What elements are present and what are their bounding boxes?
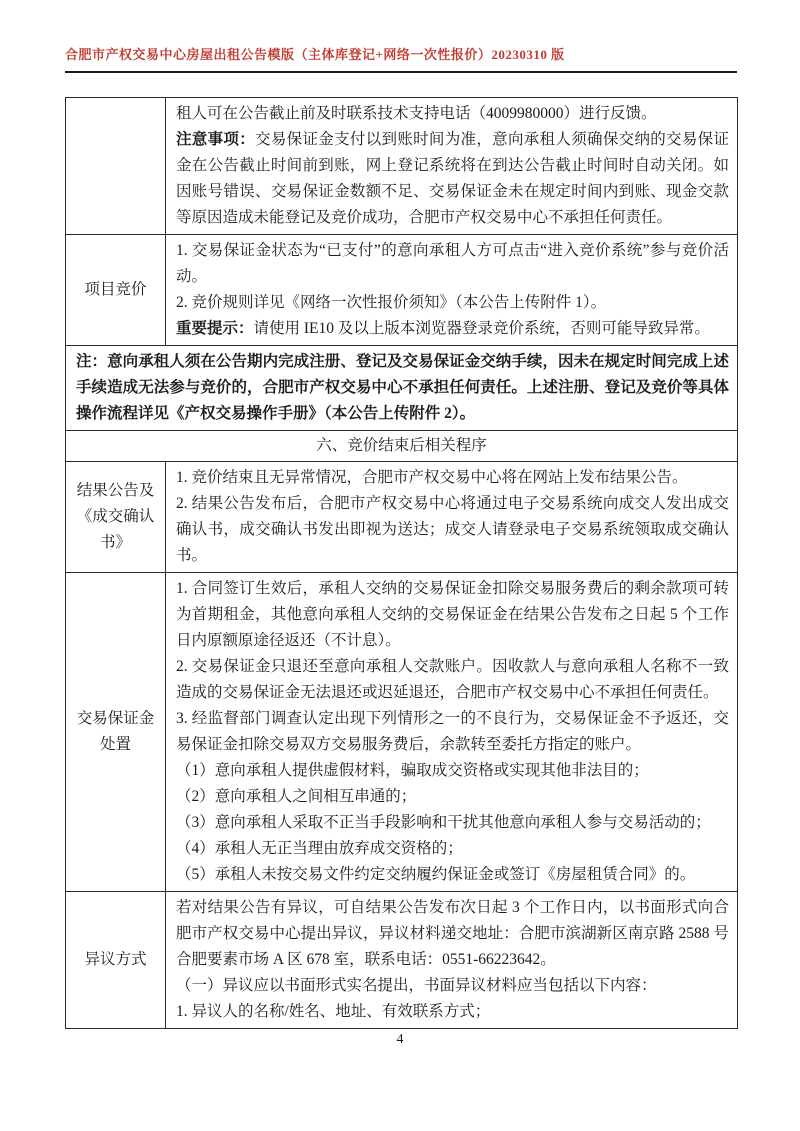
row-content: [166, 98, 738, 235]
table-row-project-bidding: [66, 235, 738, 346]
row-content: [166, 573, 738, 892]
row-label: 项目竞价: [66, 235, 166, 346]
row-label: 结果公告及《成交确认书》: [66, 462, 166, 573]
announcement-table: [65, 97, 738, 1029]
paragraph: 租人可在公告截止前及时联系技术支持电话（4009980000）进行反馈。: [176, 105, 657, 122]
paragraph-text: 请使用 IE10 及以上版本浏览器登录竞价系统，否则可能导致异常。: [253, 320, 710, 337]
paragraph-lead: 注意事项：: [176, 131, 256, 148]
row-content: [166, 235, 738, 346]
paragraph: [176, 316, 729, 342]
table-row-objection-method: [66, 892, 738, 1029]
paragraph: 2. 竞价规则详见《网络一次性报价须知》（本公告上传附件 1）。: [176, 294, 607, 311]
row-content: [166, 462, 738, 573]
paragraph: 2. 结果公告发布后，合肥市产权交易中心将通过电子交易系统向成交人发出成交确认书，成交确认书发出即视为送达；成交人请登录电子交易系统领取成交确认书。: [176, 495, 729, 564]
note-cell: [66, 346, 738, 431]
paragraph-text: 交易保证金支付以到账时间为准，意向承租人须确保交纳的交易保证金在公告截止时间前到账，网上登记系统将在到达公告截止时间时自动关闭。如因账号错误、交易保证金数额不足、交易保证金未在规定时间内到账、现金交款等原因造成未能登记及竞价成功，合肥市产权交易中心不承担任何责任。: [176, 131, 729, 226]
table-row-note: [66, 346, 738, 431]
row-content: [166, 892, 738, 1029]
document-header: [65, 46, 737, 73]
note-paragraph: 注：意向承租人须在公告期内完成注册、登记及交易保证金交纳手续，因未在规定时间完成上述手续造成无法参与竞价的，合肥市产权交易中心不承担任何责任。上述注册、登记及竞价等具体操作流程详见《产权交易操作手册》（本公告上传附件 2）。: [76, 353, 729, 422]
paragraph: 1. 异议人的名称/姓名、地址、有效联系方式；: [176, 1003, 491, 1020]
paragraph-lead: 重要提示：: [176, 320, 254, 337]
table-row-deposit-disposal: [66, 573, 738, 892]
paragraph: （5）承租人未按交易文件约定交纳履约保证金或签订《房屋租赁合同》的。: [176, 866, 696, 883]
paragraph: （4）承租人无正当理由放弃成交资格的；: [176, 840, 463, 857]
paragraph: [176, 127, 729, 231]
row-label: 交易保证金处置: [66, 573, 166, 892]
paragraph: （1）意向承租人提供虚假材料，骗取成交资格或实现其他非法目的；: [176, 762, 649, 779]
paragraph: 3. 经监督部门调查认定出现下列情形之一的不良行为，交易保证金不予返还，交易保证金扣除交易双方交易服务费后，余款转至委托方指定的账户。: [176, 710, 729, 753]
table-row-continuation: [66, 98, 738, 235]
paragraph: 1. 合同签订生效后，承租人交纳的交易保证金扣除交易服务费后的剩余款项可转为首期租金，其他意向承租人交纳的交易保证金在结果公告发布之日起 5 个工作日内原额原途径返还（不计息）。: [176, 580, 729, 649]
paragraph: （3）意向承租人采取不正当手段影响和干扰其他意向承租人参与交易活动的；: [176, 814, 711, 831]
paragraph: （一）异议应以书面形式实名提出，书面异议材料应当包括以下内容：: [176, 977, 657, 994]
paragraph: 1. 交易保证金状态为“已支付”的意向承租人方可点击“进入竞价系统”参与竞价活动。: [176, 242, 729, 285]
table-row-result-announcement: [66, 462, 738, 573]
paragraph: 若对结果公告有异议，可自结果公告发布次日起 3 个工作日内，以书面形式向合肥市产权交易中心提出异议，异议材料递交地址：合肥市滨湖新区南京路 2588 号合肥要素市场 A 区 678 室，联系电话：0551-66223642。: [176, 899, 729, 968]
page-number: 4: [396, 1032, 404, 1047]
table-row-section-header: [66, 431, 738, 462]
document-header-title: 合肥市产权交易中心房屋出租公告模版（主体库登记+网络一次性报价）20230310 版: [65, 47, 565, 62]
paragraph: 2. 交易保证金只退还至意向承租人交款账户。因收款人与意向承租人名称不一致造成的交易保证金无法退还或迟延退还，合肥市产权交易中心不承担任何责任。: [176, 658, 729, 701]
row-label: 异议方式: [66, 892, 166, 1029]
paragraph: （2）意向承租人之间相互串通的；: [176, 788, 417, 805]
paragraph: 1. 竞价结束且无异常情况，合肥市产权交易中心将在网站上发布结果公告。: [176, 469, 688, 486]
section-title: 六、竞价结束后相关程序: [66, 431, 738, 462]
row-label-empty: [66, 98, 166, 235]
